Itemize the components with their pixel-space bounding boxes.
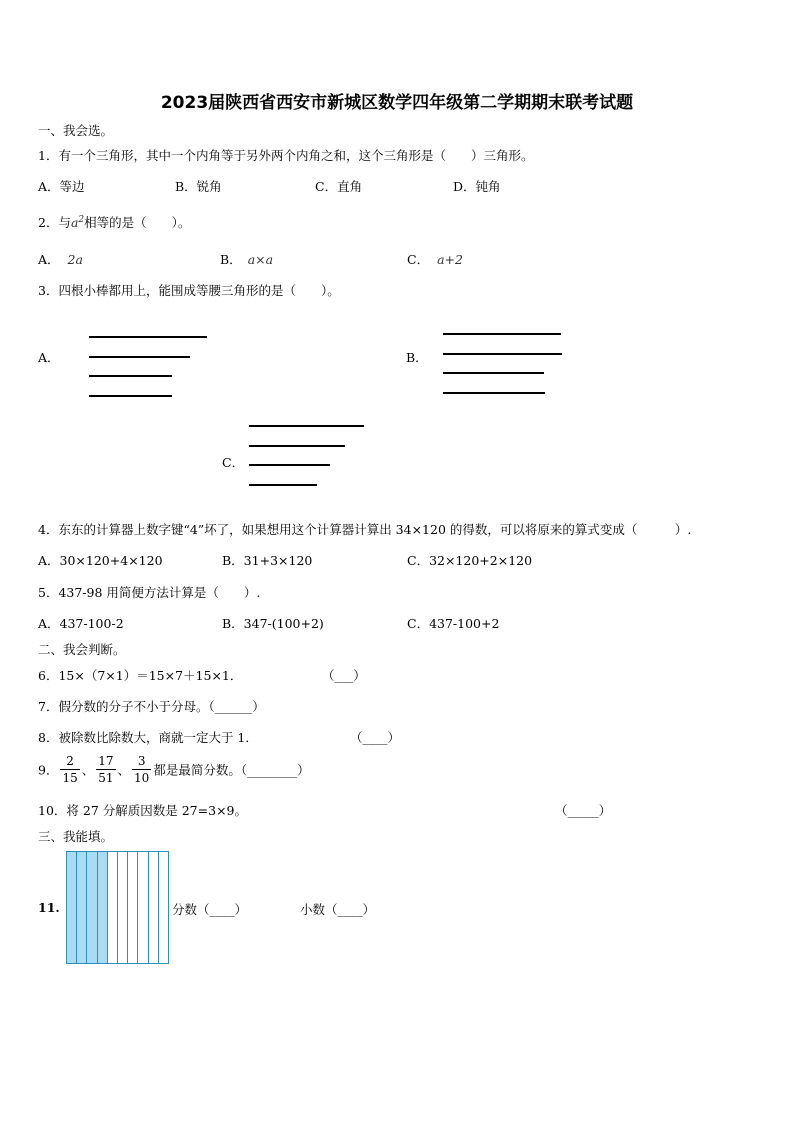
q9-fraction-1-denominator: 15: [62, 771, 78, 785]
q4-option-b[interactable]: B．31+3×120: [222, 553, 313, 568]
q4-option-c[interactable]: C．32×120+2×120: [407, 553, 533, 568]
q8-answer-blank[interactable]: （____）: [350, 730, 401, 745]
q3-b-stick-3: [443, 372, 544, 374]
q3-c-stick-1: [249, 425, 364, 427]
q2-option-b-expr: a×a: [247, 252, 274, 267]
q3-b-stick-4: [443, 392, 545, 394]
q11-decimal-blank[interactable]: 小数（____）: [300, 902, 376, 917]
q3-option-b-label[interactable]: B．: [406, 350, 428, 365]
q2-option-b[interactable]: [220, 250, 273, 268]
question-4-stem: 4．东东的计算器上数字键“4”坏了，如果想用这个计算器计算出 34×120 的得数，可以将原来的算式变成（ ）.: [38, 522, 692, 537]
q1-option-b[interactable]: B．锐角: [175, 179, 222, 194]
q1-option-d[interactable]: D．钝角: [453, 179, 501, 194]
q9-fraction-3: [132, 753, 151, 786]
q9-label: 9．: [38, 762, 59, 778]
q9-suffix[interactable]: 都是最简分数。（________）: [153, 762, 310, 778]
q9-separator-2: 、: [117, 762, 131, 778]
q3-c-stick-3: [249, 464, 330, 466]
grid-column-empty: [138, 852, 148, 963]
section-2-heading: 二、我会判断。: [38, 642, 126, 657]
q3-option-a-label[interactable]: A．: [38, 350, 60, 365]
question-6-stem: 6．15×（7×1）＝15×7＋15×1．: [38, 668, 243, 683]
q6-answer-blank[interactable]: （___）: [322, 668, 366, 683]
q9-fraction-1-numerator: 2: [60, 753, 79, 770]
question-5-stem: 5．437-98 用简便方法计算是（ ）.: [38, 585, 261, 600]
grid-column-empty: [118, 852, 128, 963]
q2-prefix: 2．与: [38, 215, 71, 230]
q9-fraction-2-numerator: 17: [98, 754, 114, 768]
q9-separator-1: 、: [81, 762, 95, 778]
question-11-label: 11.: [38, 900, 60, 915]
grid-column-empty: [159, 852, 168, 963]
q9-fraction-1: [60, 753, 79, 786]
q11-fraction-grid: [66, 851, 169, 964]
q11-fraction-blank[interactable]: 分数（____）: [172, 902, 248, 917]
q10-answer-blank[interactable]: （_____）: [555, 803, 612, 818]
q2-option-a-label: A．: [38, 252, 60, 267]
q3-a-stick-2: [89, 356, 190, 358]
q2-option-a[interactable]: [38, 250, 83, 268]
q3-b-stick-1: [443, 333, 561, 335]
section-3-heading: 三、我能填。: [38, 829, 114, 844]
q5-option-b[interactable]: B．347-(100+2): [222, 616, 324, 631]
q3-a-stick-3: [89, 375, 172, 377]
q2-expression: a: [70, 215, 79, 230]
grid-column-filled: [98, 852, 108, 963]
grid-column-empty: [128, 852, 138, 963]
q1-option-c[interactable]: C．直角: [315, 179, 363, 194]
q2-exponent: 2: [78, 214, 85, 225]
q3-a-stick-4: [89, 395, 172, 397]
q9-fraction-3-denominator: 10: [134, 771, 150, 785]
grid-column-filled: [77, 852, 87, 963]
question-1-stem: 1．有一个三角形，其中一个内角等于另外两个内角之和，这个三角形是（ ）三角形。: [38, 148, 534, 163]
exam-title: 2023届陕西省西安市新城区数学四年级第二学期期末联考试题: [160, 93, 634, 113]
question-10-stem: 10．将 27 分解质因数是 27=3×9。: [38, 803, 247, 818]
q2-option-b-label: B．: [220, 252, 242, 267]
q3-a-stick-1: [89, 336, 207, 338]
question-8-stem: 8．被除数比除数大，商就一定大于 1．: [38, 730, 258, 745]
question-7-stem[interactable]: 7．假分数的分子不小于分母。（______）: [38, 699, 265, 714]
q3-c-stick-2: [249, 445, 345, 447]
q2-option-c[interactable]: [407, 250, 463, 268]
q2-option-c-expr: a+2: [437, 252, 463, 267]
q1-option-a[interactable]: A．等边: [38, 179, 85, 194]
q5-option-a[interactable]: A．437-100-2: [38, 616, 124, 631]
section-1-heading: 一、我会选。: [38, 123, 114, 138]
q9-fraction-2: [96, 753, 115, 786]
q2-suffix: 相等的是（ ）。: [84, 215, 191, 230]
q2-option-a-expr: 2a: [67, 252, 83, 267]
question-3-stem: 3．四根小棒都用上，能围成等腰三角形的是（ ）。: [38, 283, 340, 298]
q3-c-stick-4: [249, 484, 317, 486]
q9-fraction-2-denominator: 51: [98, 771, 114, 785]
q3-b-stick-2: [443, 353, 562, 355]
grid-column-filled: [87, 852, 97, 963]
grid-column-empty: [149, 852, 159, 963]
q9-fraction-3-numerator: 3: [132, 753, 151, 770]
question-9: [38, 753, 310, 786]
q2-option-c-label: C．: [407, 252, 430, 267]
q5-option-c[interactable]: C．437-100+2: [407, 616, 500, 631]
grid-column-filled: [67, 852, 77, 963]
grid-column-empty: [108, 852, 118, 963]
question-2-stem: [38, 213, 190, 231]
q3-option-c-label[interactable]: C．: [222, 455, 245, 470]
q4-option-a[interactable]: A．30×120+4×120: [38, 553, 163, 568]
